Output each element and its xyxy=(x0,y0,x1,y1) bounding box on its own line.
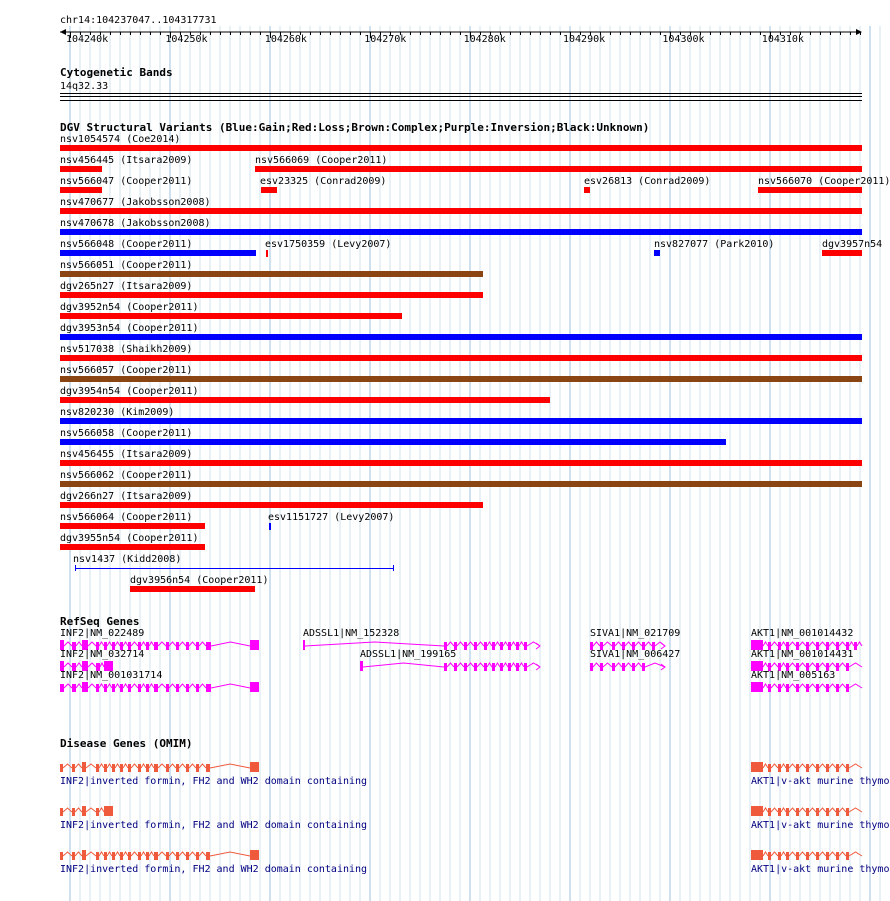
dgv-feature-bar[interactable] xyxy=(60,376,862,382)
dgv-feature-bar[interactable] xyxy=(75,565,394,571)
dgv-feature-label[interactable]: nsv820230 (Kim2009) xyxy=(60,407,175,418)
dgv-feature-label[interactable]: esv23325 (Conrad2009) xyxy=(260,176,387,187)
omim-gene-label[interactable]: AKT1|v-akt murine thymo xyxy=(751,776,890,787)
dgv-feature-bar[interactable] xyxy=(269,523,271,530)
refseq-gene-label[interactable]: SIVA1|NM_006427 xyxy=(590,649,681,660)
dgv-feature-label[interactable]: nsv566058 (Cooper2011) xyxy=(60,428,193,439)
dgv-feature-label[interactable]: nsv566064 (Cooper2011) xyxy=(60,512,193,523)
ruler-tick-label: 104260k xyxy=(264,34,307,45)
dgv-feature-label[interactable]: dgv266n27 (Itsara2009) xyxy=(60,491,193,502)
refseq-gene-label[interactable]: ADSSL1|NM_199165 xyxy=(360,649,457,660)
ruler-tick-label: 104240k xyxy=(66,34,109,45)
dgv-feature-bar[interactable] xyxy=(261,187,277,193)
dgv-feature-bar[interactable] xyxy=(266,250,268,257)
dgv-feature-label[interactable]: nsv456445 (Itsara2009) xyxy=(60,155,193,166)
cytoband-track-title: Cytogenetic Bands xyxy=(60,66,173,79)
omim-gene-model[interactable] xyxy=(0,848,890,864)
dgv-feature-bar[interactable] xyxy=(255,166,862,172)
dgv-feature-label[interactable]: dgv3954n54 (Cooper2011) xyxy=(60,386,199,397)
dgv-feature-bar[interactable] xyxy=(822,250,862,256)
dgv-feature-bar[interactable] xyxy=(60,397,550,403)
dgv-feature-label[interactable]: nsv566051 (Cooper2011) xyxy=(60,260,193,271)
dgv-feature-bar[interactable] xyxy=(60,229,862,235)
dgv-feature-bar[interactable] xyxy=(584,187,590,193)
dgv-feature-label[interactable]: dgv3957n54 xyxy=(822,239,883,250)
cytoband-ideogram[interactable] xyxy=(60,93,862,97)
dgv-feature-label[interactable]: nsv1054574 (Coe2014) xyxy=(60,134,181,145)
refseq-gene-label[interactable]: INF2|NM_001031714 xyxy=(60,670,163,681)
dgv-feature-label[interactable]: nsv566070 (Cooper2011) xyxy=(758,176,890,187)
ruler-tick-label: 104300k xyxy=(662,34,705,45)
dgv-feature-bar[interactable] xyxy=(130,586,255,592)
dgv-feature-bar[interactable] xyxy=(60,523,205,529)
dgv-feature-bar[interactable] xyxy=(758,187,862,193)
ruler-tick-label: 104250k xyxy=(165,34,208,45)
omim-gene-label[interactable]: INF2|inverted formin, FH2 and WH2 domain containing xyxy=(60,776,368,787)
refseq-gene-model[interactable] xyxy=(0,680,890,696)
cytoband-label[interactable]: 14q32.33 xyxy=(60,81,109,92)
dgv-feature-bar[interactable] xyxy=(60,418,862,424)
ruler-tick-label: 104270k xyxy=(364,34,407,45)
refseq-gene-label[interactable]: ADSSL1|NM_152328 xyxy=(303,628,400,639)
dgv-feature-label[interactable]: dgv3955n54 (Cooper2011) xyxy=(60,533,199,544)
cytoband-divider xyxy=(60,100,862,101)
dgv-feature-bar[interactable] xyxy=(60,502,483,508)
dgv-feature-bar[interactable] xyxy=(60,544,205,550)
dgv-feature-label[interactable]: nsv517038 (Shaikh2009) xyxy=(60,344,193,355)
dgv-feature-bar[interactable] xyxy=(60,271,483,277)
dgv-feature-bar[interactable] xyxy=(60,166,102,172)
omim-gene-model[interactable] xyxy=(0,804,890,820)
refseq-track-title: RefSeq Genes xyxy=(60,615,140,628)
ruler-tick-label: 104290k xyxy=(563,34,606,45)
dgv-feature-label[interactable]: nsv566062 (Cooper2011) xyxy=(60,470,193,481)
dgv-feature-label[interactable]: nsv566069 (Cooper2011) xyxy=(255,155,388,166)
dgv-feature-bar[interactable] xyxy=(60,460,862,466)
dgv-feature-label[interactable]: esv26813 (Conrad2009) xyxy=(584,176,711,187)
omim-track-title: Disease Genes (OMIM) xyxy=(60,737,193,750)
dgv-feature-label[interactable]: nsv470678 (Jakobsson2008) xyxy=(60,218,211,229)
refseq-gene-label[interactable]: AKT1|NM_001014432 xyxy=(751,628,854,639)
position-ruler[interactable] xyxy=(0,26,890,48)
dgv-feature-bar[interactable] xyxy=(60,313,402,319)
dgv-feature-label[interactable]: esv1750359 (Levy2007) xyxy=(265,239,392,250)
dgv-feature-label[interactable]: dgv265n27 (Itsara2009) xyxy=(60,281,193,292)
ruler-right-arrow-icon xyxy=(856,29,862,35)
dgv-feature-bar[interactable] xyxy=(60,334,862,340)
dgv-track-title: DGV Structural Variants (Blue:Gain;Red:Loss;Brown:Complex;Purple:Inversion;Black:Unknown) xyxy=(60,121,650,134)
dgv-feature-bar[interactable] xyxy=(60,481,862,487)
omim-gene-label[interactable]: INF2|inverted formin, FH2 and WH2 domain containing xyxy=(60,820,368,831)
refseq-gene-label[interactable]: INF2|NM_022489 xyxy=(60,628,145,639)
omim-gene-label[interactable]: AKT1|v-akt murine thymo xyxy=(751,820,890,831)
dgv-feature-bar[interactable] xyxy=(60,250,256,256)
omim-gene-label[interactable]: INF2|inverted formin, FH2 and WH2 domain containing xyxy=(60,864,368,875)
dgv-feature-bar[interactable] xyxy=(60,145,862,151)
dgv-feature-label[interactable]: nsv456455 (Itsara2009) xyxy=(60,449,193,460)
ruler-tick-label: 104280k xyxy=(463,34,506,45)
dgv-feature-bar[interactable] xyxy=(654,250,660,256)
refseq-gene-label[interactable]: INF2|NM_032714 xyxy=(60,649,145,660)
dgv-feature-label[interactable]: dgv3952n54 (Cooper2011) xyxy=(60,302,199,313)
dgv-feature-label[interactable]: nsv1437 (Kidd2008) xyxy=(73,554,182,565)
dgv-feature-label[interactable]: nsv566048 (Cooper2011) xyxy=(60,239,193,250)
dgv-feature-label[interactable]: esv1151727 (Levy2007) xyxy=(268,512,395,523)
refseq-gene-label[interactable]: SIVA1|NM_021709 xyxy=(590,628,681,639)
dgv-feature-label[interactable]: nsv470677 (Jakobsson2008) xyxy=(60,197,211,208)
omim-gene-model[interactable] xyxy=(0,760,890,776)
refseq-gene-label[interactable]: AKT1|NM_001014431 xyxy=(751,649,854,660)
dgv-feature-bar[interactable] xyxy=(60,355,862,361)
dgv-feature-bar[interactable] xyxy=(60,208,862,214)
dgv-feature-bar[interactable] xyxy=(60,292,483,298)
dgv-feature-label[interactable]: dgv3956n54 (Cooper2011) xyxy=(130,575,269,586)
refseq-gene-label[interactable]: AKT1|NM_005163 xyxy=(751,670,836,681)
dgv-feature-label[interactable]: nsv566047 (Cooper2011) xyxy=(60,176,193,187)
dgv-feature-label[interactable]: nsv566057 (Cooper2011) xyxy=(60,365,193,376)
dgv-feature-bar[interactable] xyxy=(60,187,102,193)
chromosome-position: chr14:104237047..104317731 xyxy=(60,15,217,26)
dgv-feature-bar[interactable] xyxy=(60,439,726,445)
omim-gene-label[interactable]: AKT1|v-akt murine thymo xyxy=(751,864,890,875)
ruler-tick-label: 104310k xyxy=(761,34,804,45)
dgv-feature-label[interactable]: dgv3953n54 (Cooper2011) xyxy=(60,323,199,334)
dgv-feature-label[interactable]: nsv827077 (Park2010) xyxy=(654,239,775,250)
